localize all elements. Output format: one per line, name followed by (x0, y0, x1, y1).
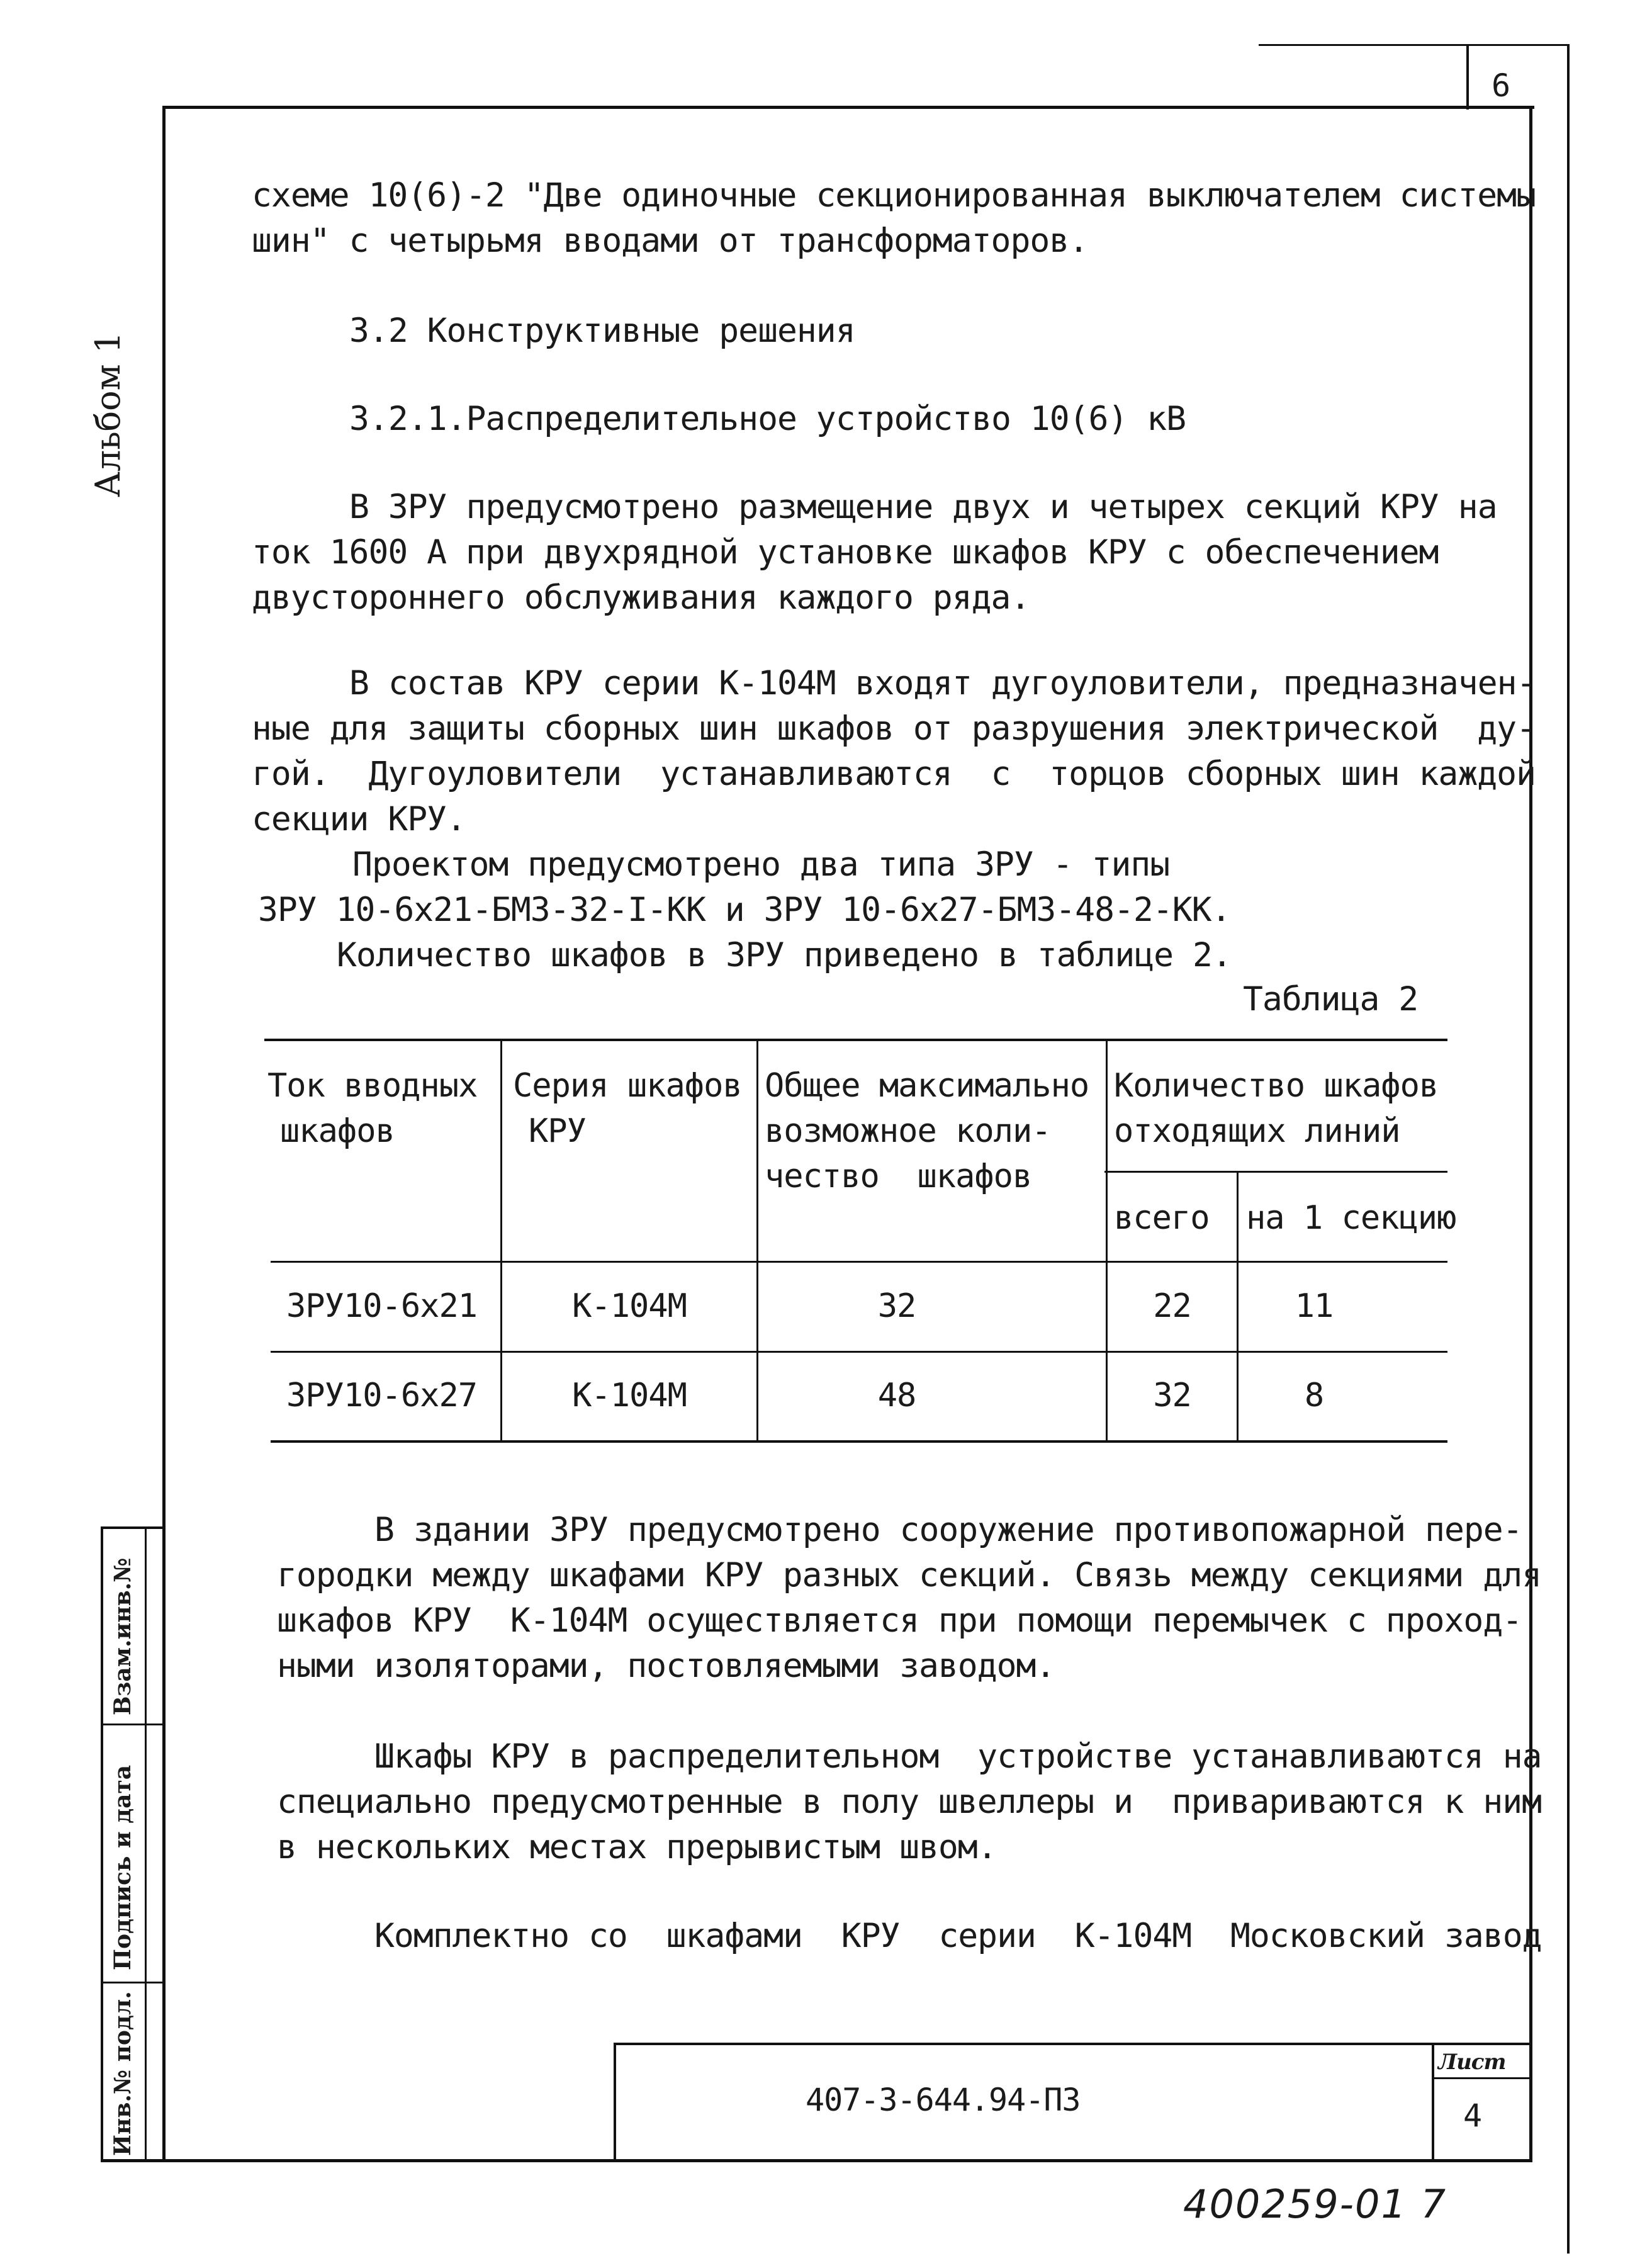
para1-line1: схеме 10(6)-2 "Две одиночные секционированная выключателем системы (252, 176, 1536, 215)
para6-line2: специально предусмотренные в полу швеллеры и привариваются к ним (277, 1783, 1542, 1821)
td-r2-per-section: 8 (1304, 1377, 1324, 1414)
th-col3-l3: чество шкафов (765, 1158, 1032, 1195)
para3-line3: гой. Дугоуловители устанавливаются с торцов сборных шин каждой (252, 755, 1536, 793)
td-r2-total: 32 (1153, 1377, 1191, 1414)
para3-line1: В состав КРУ серии К-104М входят дугоуловители, предназначен- (349, 664, 1536, 702)
tb-sheet-left (1432, 2043, 1434, 2161)
para7-line1: Комплектно со шкафами КРУ серии К-104М Московский завод (374, 1917, 1542, 1955)
stamp-left-outer (101, 1526, 103, 2162)
table-hline-sub (1104, 1171, 1447, 1173)
th-col1-l1: Ток вводных (267, 1067, 478, 1105)
para5-line4: ными изоляторами, постовляемыми заводом. (277, 1647, 1055, 1685)
para5-line3: шкафов КРУ К-104М осуществляется при помощи перемычек с проход- (277, 1601, 1522, 1640)
para5-line1: В здании ЗРУ предусмотрено сооружение противопожарной пере- (374, 1511, 1522, 1549)
stamp-vzam-label: Взам.инв.№ (110, 1557, 136, 1715)
tb-top (614, 2043, 1532, 2045)
td-r1-type: ЗРУ10-6х21 (286, 1287, 478, 1325)
handwritten-archive-number: 400259-01 7 (1183, 2181, 1447, 2227)
pageno-box-left (1466, 44, 1469, 110)
td-r1-max: 32 (877, 1287, 916, 1325)
th-col2-l2: КРУ (529, 1112, 586, 1150)
album-label: Альбом 1 (88, 331, 128, 497)
para1-line2: шин" с четырьмя вводами от трансформаторов. (252, 222, 1089, 260)
doc-code: 407-3-644.94-ПЗ (806, 2082, 1081, 2118)
th-col1-l2: шкафов (280, 1112, 395, 1150)
top-page-number: 6 (1492, 67, 1510, 104)
th-col3-l2: возможное коли- (765, 1112, 1051, 1150)
stamp-top (101, 1526, 164, 1529)
para5-line2: городки между шкафами КРУ разных секций. Связь между секциями для (277, 1556, 1542, 1594)
para6-line1: Шкафы КРУ в распределительном устройстве устанавливаются на (374, 1737, 1542, 1776)
frame-right (1529, 106, 1532, 2161)
frame-bottom (101, 2159, 1532, 2162)
para3-line4: секции КРУ. (252, 800, 466, 838)
td-r1-total: 22 (1153, 1287, 1191, 1325)
th-col4-l2: отходящих линий (1114, 1112, 1400, 1150)
para6-line3: в нескольких местах прерывистым швом. (277, 1828, 997, 1866)
table-hline-header (271, 1261, 1447, 1263)
frame-outer-right (1567, 44, 1570, 2254)
para4-line3: Количество шкафов в ЗРУ приведено в таблице 2. (337, 936, 1232, 974)
th-col4-sub1: всего (1114, 1199, 1210, 1237)
table-vline-1 (500, 1039, 502, 1441)
frame-outer-top (1259, 44, 1570, 46)
stamp-h1 (101, 1724, 164, 1725)
frame-top (162, 106, 1534, 109)
table-caption: Таблица 2 (1243, 980, 1419, 1018)
th-col4-sub2: на 1 секцию (1246, 1199, 1456, 1237)
td-r2-series: К-104М (572, 1377, 687, 1414)
para4-line2: ЗРУ 10-6х21-БМЗ-32-I-КК и ЗРУ 10-6х27-БМЗ-48-2-КК. (258, 891, 1231, 929)
tb-left (614, 2043, 616, 2161)
para2-line2: ток 1600 А при двухрядной установке шкафов КРУ с обеспечением (252, 533, 1439, 572)
td-r1-per-section: 11 (1295, 1287, 1334, 1325)
para2-line3: двустороннего обслуживания каждого ряда. (252, 578, 1030, 617)
stamp-inv-label: Инв.№ подл. (110, 1991, 136, 2156)
sheet-number: 4 (1463, 2097, 1482, 2134)
para2-line1: В ЗРУ предусмотрено размещение двух и четырех секций КРУ на (349, 488, 1497, 526)
stamp-h2 (101, 1982, 164, 1983)
td-r1-series: К-104М (572, 1287, 687, 1325)
table-hline-row1 (271, 1351, 1447, 1353)
th-col3-l1: Общее максимально (765, 1067, 1089, 1105)
td-r2-type: ЗРУ10-6х27 (286, 1377, 478, 1414)
sheet-label: Лист (1438, 2050, 1506, 2075)
td-r2-max: 48 (877, 1377, 916, 1414)
table-hline-bottom (271, 1440, 1447, 1443)
heading-3-2-1: 3.2.1.Распределительное устройство 10(6) кВ (349, 400, 1186, 438)
stamp-podpis-label: Подпись и дата (110, 1764, 136, 1970)
th-col4-l1: Количество шкафов (1114, 1067, 1439, 1105)
th-col2-l1: Серия шкафов (513, 1067, 742, 1105)
heading-3-2: 3.2 Конструктивные решения (349, 312, 855, 350)
table-hline-top (264, 1039, 1447, 1041)
frame-left (162, 106, 166, 2161)
para3-line2: ные для защиты сборных шин шкафов от разрушения электрической ду- (252, 709, 1536, 748)
para4-line1: Проектом предусмотрено два типа ЗРУ - типы (352, 845, 1170, 884)
stamp-divider (145, 1526, 147, 2162)
